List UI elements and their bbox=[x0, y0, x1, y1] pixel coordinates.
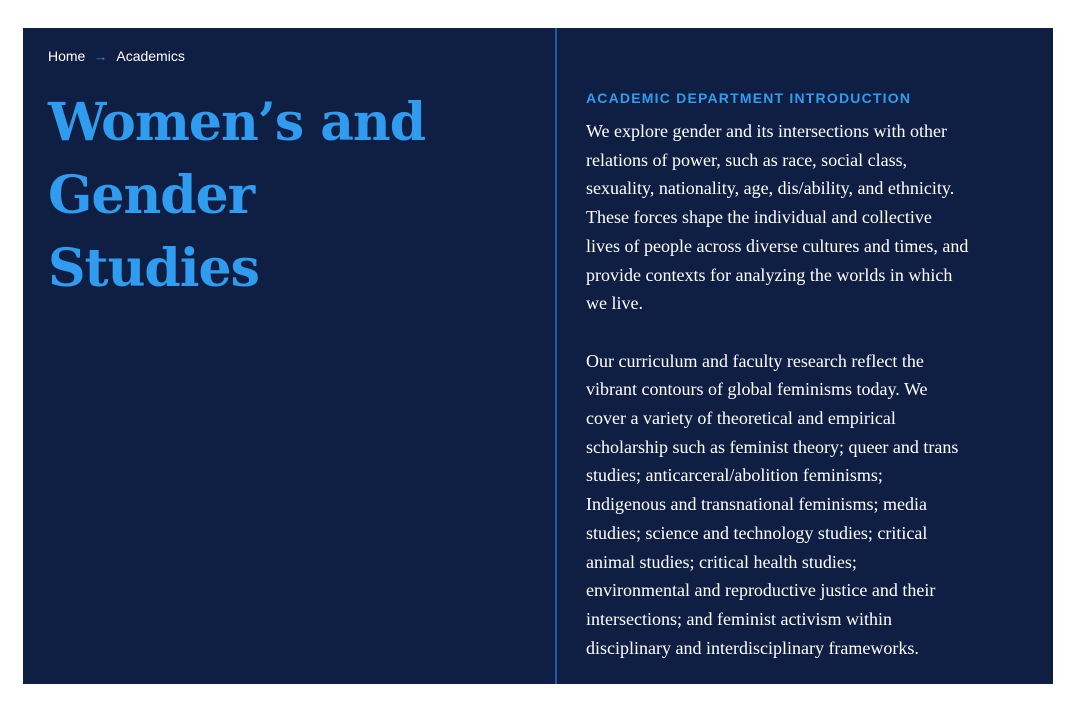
text-line: we live. bbox=[586, 293, 643, 314]
text-line: sexuality, nationality, age, dis/ability, and ethnicity. bbox=[586, 178, 955, 199]
arrow-right-icon: → bbox=[94, 48, 108, 64]
intro-paragraph-1 bbox=[586, 117, 998, 318]
department-hero-panel bbox=[23, 28, 1053, 684]
text-line: environmental and reproductive justice and their bbox=[586, 580, 936, 601]
text-line: intersections; and feminist activism within bbox=[586, 608, 892, 629]
page-title-line: Gender bbox=[48, 165, 255, 226]
text-line: animal studies; critical health studies; bbox=[586, 551, 857, 572]
text-line: We explore gender and its intersections with other bbox=[586, 121, 947, 141]
breadcrumb-home-link[interactable]: Home bbox=[48, 48, 86, 64]
text-line: disciplinary and interdisciplinary frameworks. bbox=[586, 637, 919, 658]
text-line: Our curriculum and faculty research reflect the bbox=[586, 350, 924, 371]
text-line: relations of power, such as race, social class, bbox=[586, 149, 908, 170]
breadcrumb bbox=[48, 48, 185, 64]
vertical-divider bbox=[555, 28, 557, 684]
department-intro bbox=[586, 117, 998, 684]
text-line: studies; science and technology studies; critical bbox=[586, 522, 928, 543]
text-line: vibrant contours of global feminisms today. We bbox=[586, 379, 928, 400]
page-title-line: Studies bbox=[48, 238, 259, 299]
section-eyebrow: ACADEMIC DEPARTMENT INTRODUCTION bbox=[586, 90, 912, 106]
text-line: provide contexts for analyzing the worlds in which bbox=[586, 264, 953, 285]
page-title bbox=[48, 86, 528, 305]
text-line: Indigenous and transnational feminisms; media bbox=[586, 494, 927, 515]
text-line: studies; anticarceral/abolition feminisms; bbox=[586, 465, 883, 486]
intro-paragraph-2 bbox=[586, 347, 998, 663]
text-line: scholarship such as feminist theory; queer and trans bbox=[586, 436, 959, 457]
text-line: lives of people across diverse cultures and times, and bbox=[586, 235, 969, 256]
breadcrumb-academics-link[interactable]: Academics bbox=[116, 48, 185, 64]
text-line: cover a variety of theoretical and empirical bbox=[586, 408, 896, 429]
page-title-line: Women’s and bbox=[48, 92, 426, 153]
text-line: These forces shape the individual and collective bbox=[586, 207, 932, 228]
